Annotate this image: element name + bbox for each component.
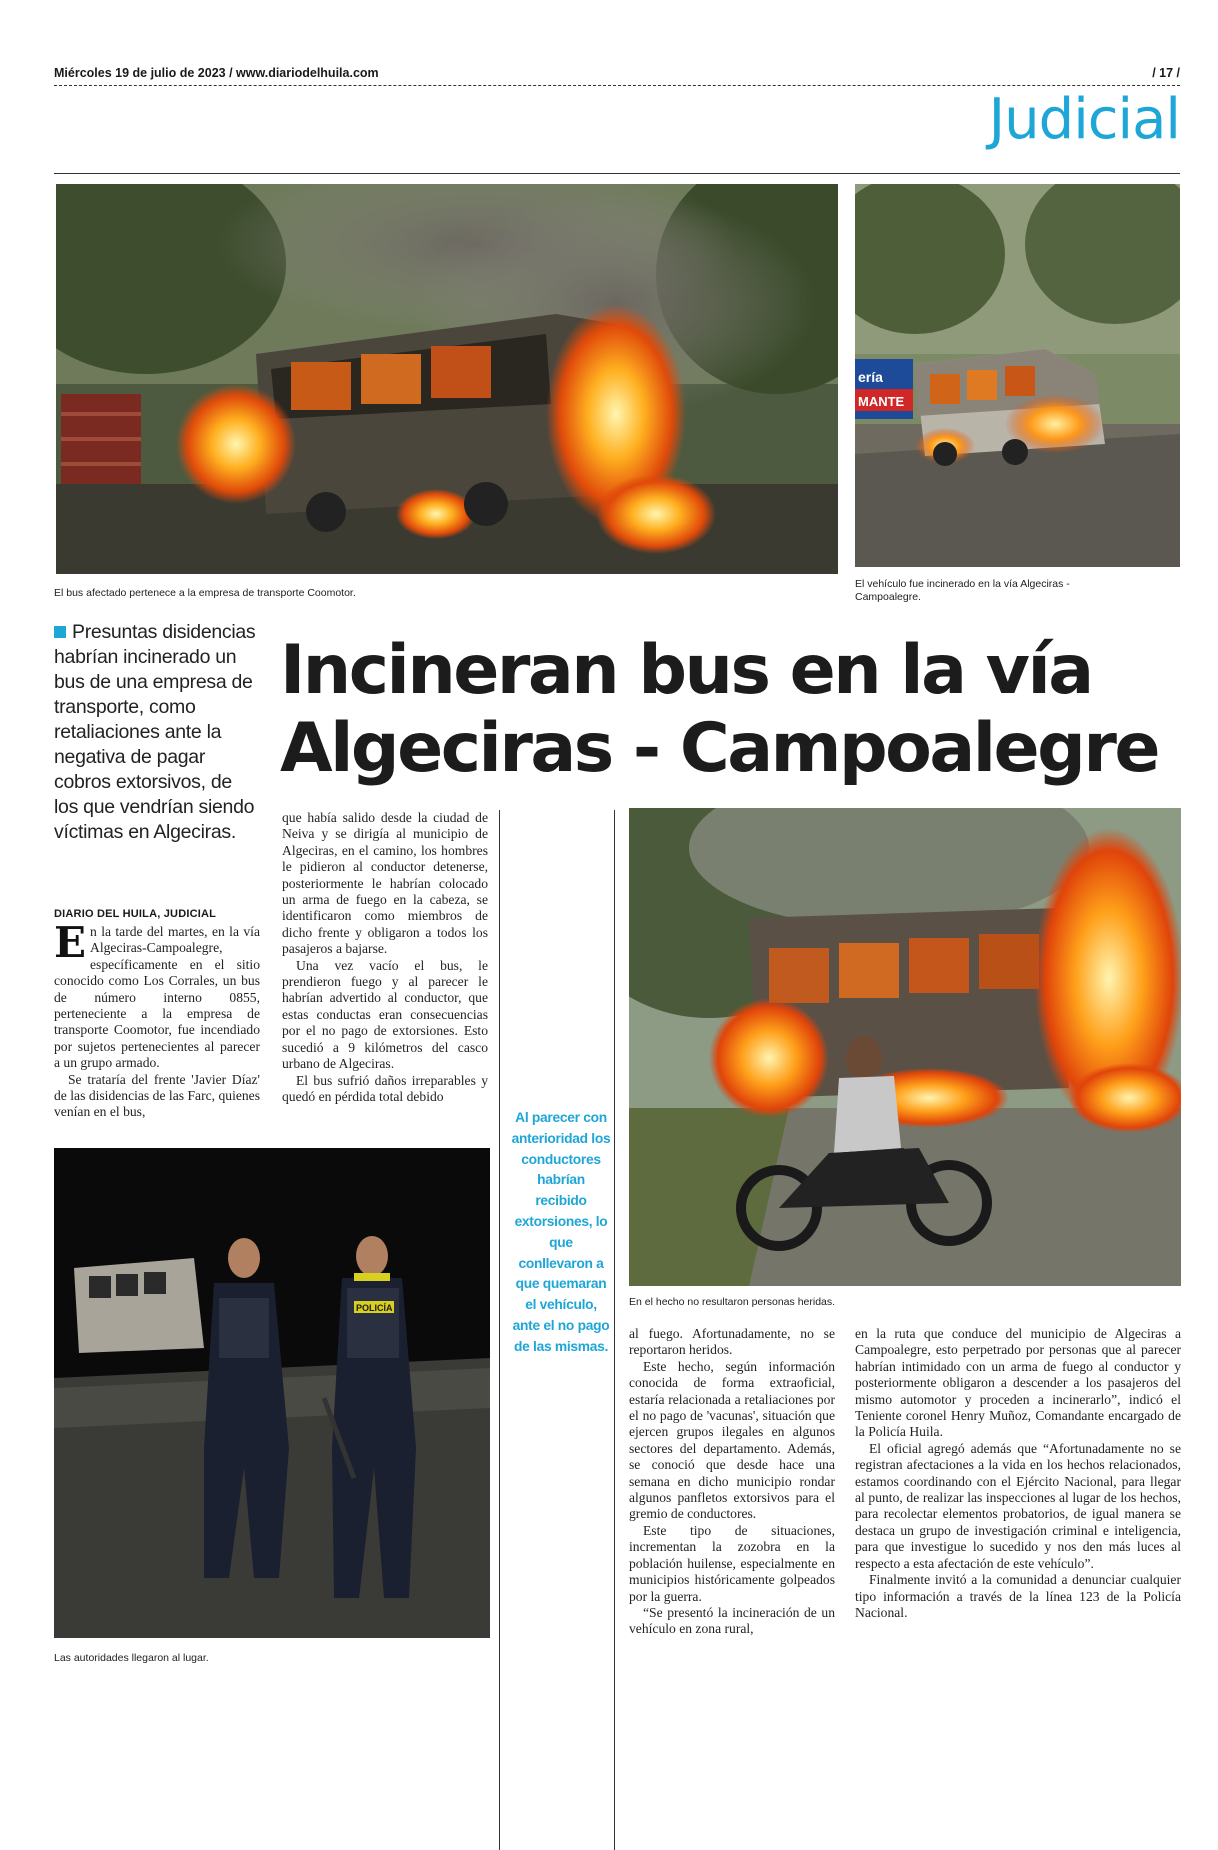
photo-police-night [54,1148,490,1638]
article-headline [280,632,1180,788]
column-divider [614,810,615,1850]
paragraph: El bus sufrió daños irreparables y quedó en pérdida total debido [282,1072,488,1104]
dropcap: E [54,918,87,967]
paragraph: que había salido desde la ciudad de Neiva y se dirigía al municipio de Algeciras, en el camino, los hombres le pidieron al conductor detenerse, posteriormente le habrían colocado un arma de fuego en la cabeza, se identificaron como miembros de dicho frente y obligaron a todos los pasajeros a bajarse. [282,810,488,957]
header-date-site: Miércoles 19 de julio de 2023 / www.diariodelhuila.com [54,66,379,80]
vest-label: POLICÍA [356,1303,393,1313]
photo-bus-motorcycle [629,808,1181,1286]
page-number: / 17 / [1152,66,1180,80]
section-rule [54,173,1180,174]
caption-right-top-photo: El vehículo fue incinerado en la vía Algeciras - Campoalegre. [855,578,1070,603]
headline-line-2: Algeciras - Campoalegre [280,709,1158,788]
paragraph: Este tipo de situaciones, incrementan la zozobra en la población huilense, especialmente en municipios históricamente golpeados por la guerra. [629,1522,835,1604]
paragraph: Este hecho, según información conocida de forma extraoficial, estaría relacionada a retaliaciones por el no pago de 'vacunas', situación que ejercen grupos ilegales en algunos sectores del departamento. Además, se conoció que desde hace una semana en dicho municipio rondar algunos panfletos extorsivos para el gremio de conductores. [629,1358,835,1522]
photo-burning-bus-road [855,184,1180,567]
article-column-2 [282,810,488,1105]
paragraph: al fuego. Afortunadamente, no se reportaron heridos. [629,1326,835,1358]
paragraph-text: n la tarde del martes, en la vía Algeciras-Campoalegre, específicamente en el sitio conocido como Los Corrales, un bus de número interno 0855, perteneciente a la empresa de transporte Coomotor, fue incendiado por sujetos pertenecientes al parecer a un grupo armado. [54,924,260,1071]
section-title: Judicial [988,87,1180,152]
caption-police-photo: Las autoridades llegaron al lugar. [54,1652,209,1664]
article-column-3 [629,1326,835,1638]
photo-burning-bus-main [56,184,838,574]
column-divider [499,810,500,1850]
paragraph: “Se presentó la incineración de un vehículo en zona rural, [629,1604,835,1637]
pull-quote: Al parecer con anterioridad los conductores habrían recibido extorsiones, lo que conllevaron a que quemaran el vehículo, ante el no pago de las mismas. [511,1110,611,1354]
article-subhead [54,620,260,845]
caption-moto-photo: En el hecho no resultaron personas heridas. [629,1296,836,1308]
paragraph: Una vez vacío el bus, le prendieron fuego y al parecer le habrían advertido al conductor, que estas conductas eran consecuencias por el no pago de extorsiones. Esto sucedió a 9 kilómetros del casco urbano de Algeciras. [282,957,488,1072]
article-column-1 [54,918,260,1121]
paragraph: Finalmente invitó a la comunidad a denunciar cualquier tipo información a través de la línea 123 de la Policía Nacional. [855,1572,1181,1620]
article-column-4 [855,1326,1181,1621]
header-divider [54,85,1180,86]
headline-line-1: Incineran bus en la vía [280,631,1092,710]
subhead-text: Presuntas disidencias habrían incinerado un bus de una empresa de transporte, como retaliaciones ante la negativa de pagar cobros extorsivos, de los que vendrían siendo víctimas en Algeciras. [54,621,256,843]
paragraph: El oficial agregó además que “Afortunadamente no se registran afectaciones a la vida en los hechos relacionados, estamos coordinando con el Ejército Nacional, para llegar al punto, de realizar las inspecciones al lugar de los hechos, para recolectar elementos probatorios, de igual manera se destaca un grupo de investigación criminal e inteligencia, para que investigue lo sucedido y nos den más luces al respecto a esta afectación de este vehículo”. [855,1440,1181,1571]
caption-main-photo: El bus afectado pertenece a la empresa de transporte Coomotor. [54,587,356,599]
sign-text-1: ería [858,369,883,385]
sign-text-2: MANTE [858,394,905,409]
paragraph: en la ruta que conduce del municipio de Algeciras a Campoalegre, esto perpetrado por personas que al parecer habrían intimidado con un arma de fuego al conductor y posteriormente obligaron a descender a los pasajeros del mismo automotor y proceden a incinerarlo”, indicó el Teniente coronel Henry Muñoz, Comandante encargado de la Policía Huila. [855,1326,1181,1440]
paragraph [54,918,260,1072]
subhead-bullet [54,626,66,638]
paragraph: Se trataría del frente 'Javier Díaz' de las disidencias de las Farc, quienes venían en el bus, [54,1071,260,1120]
article-byline: DIARIO DEL HUILA, JUDICIAL [54,908,217,920]
